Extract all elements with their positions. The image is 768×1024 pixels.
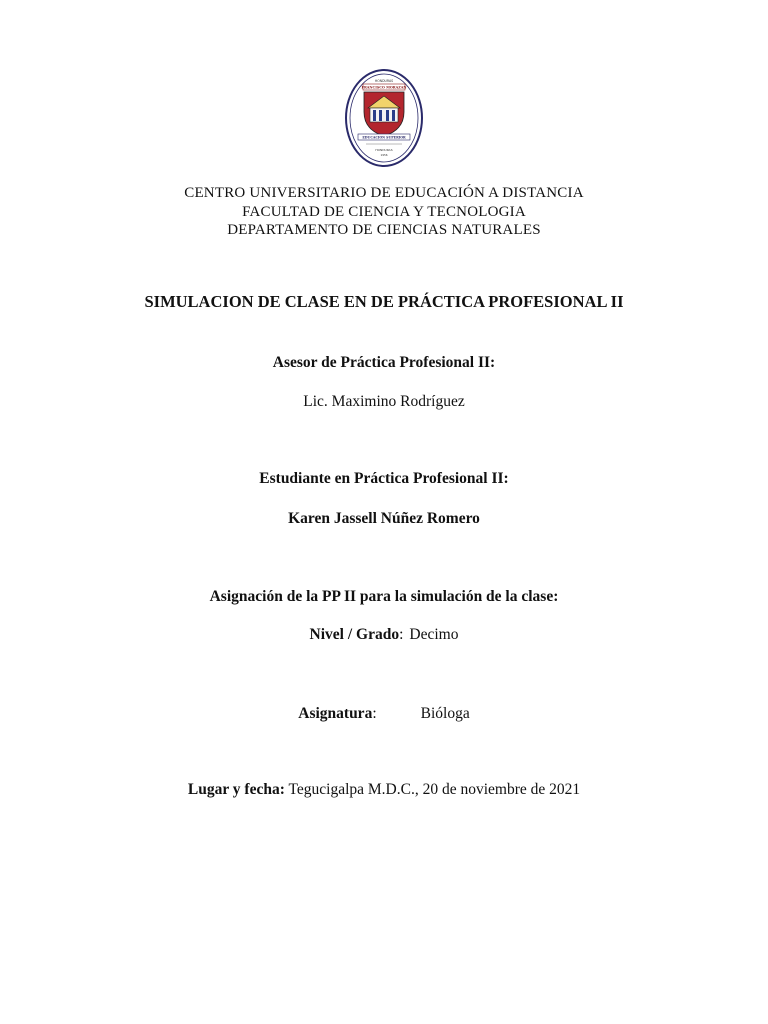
place-date-label: Lugar y fecha: (187, 781, 285, 798)
subject-colon: : (372, 705, 377, 722)
level-grade-colon: : (399, 626, 404, 643)
document-title: SIMULACION DE CLASE EN DE PRÁCTICA PROFESIONAL II (144, 292, 624, 311)
subject-row (0, 705, 768, 723)
seal-banner-text: EDUCACION SUPERIOR (362, 135, 406, 140)
university-seal-logo (344, 68, 424, 168)
level-grade-label: Nivel / Grado (309, 626, 400, 643)
institution-name: CENTRO UNIVERSITARIO DE EDUCACIÓN A DISTANCIA (184, 185, 584, 201)
faculty-name: FACULTAD DE CIENCIA Y TECNOLOGIA (242, 204, 526, 220)
seal-year-text: 1956 (380, 153, 388, 157)
student-name: Karen Jassell Núñez Romero (288, 510, 480, 527)
subject-label: Asignatura (298, 705, 373, 722)
assignment-heading: Asignación de la PP II para la simulación de la clase: (209, 588, 559, 605)
subject-value: Bióloga (420, 705, 470, 722)
level-grade-row (0, 626, 768, 644)
department-name: DEPARTAMENTO DE CIENCIAS NATURALES (227, 222, 541, 238)
place-date-value: Tegucigalpa M.D.C., 20 de noviembre de 2021 (288, 781, 581, 798)
advisor-name: Lic. Maximino Rodríguez (303, 393, 465, 410)
level-grade-value: Decimo (409, 626, 459, 643)
place-date-row (0, 781, 768, 799)
seal-bottom-text: HONDURAS (375, 148, 393, 152)
seal-name-text: FRANCISCO MORAZAN (361, 85, 407, 90)
seal-top-text: HONDURAS (374, 79, 394, 83)
student-heading: Estudiante en Práctica Profesional II: (259, 470, 509, 487)
advisor-heading: Asesor de Práctica Profesional II: (272, 354, 496, 371)
